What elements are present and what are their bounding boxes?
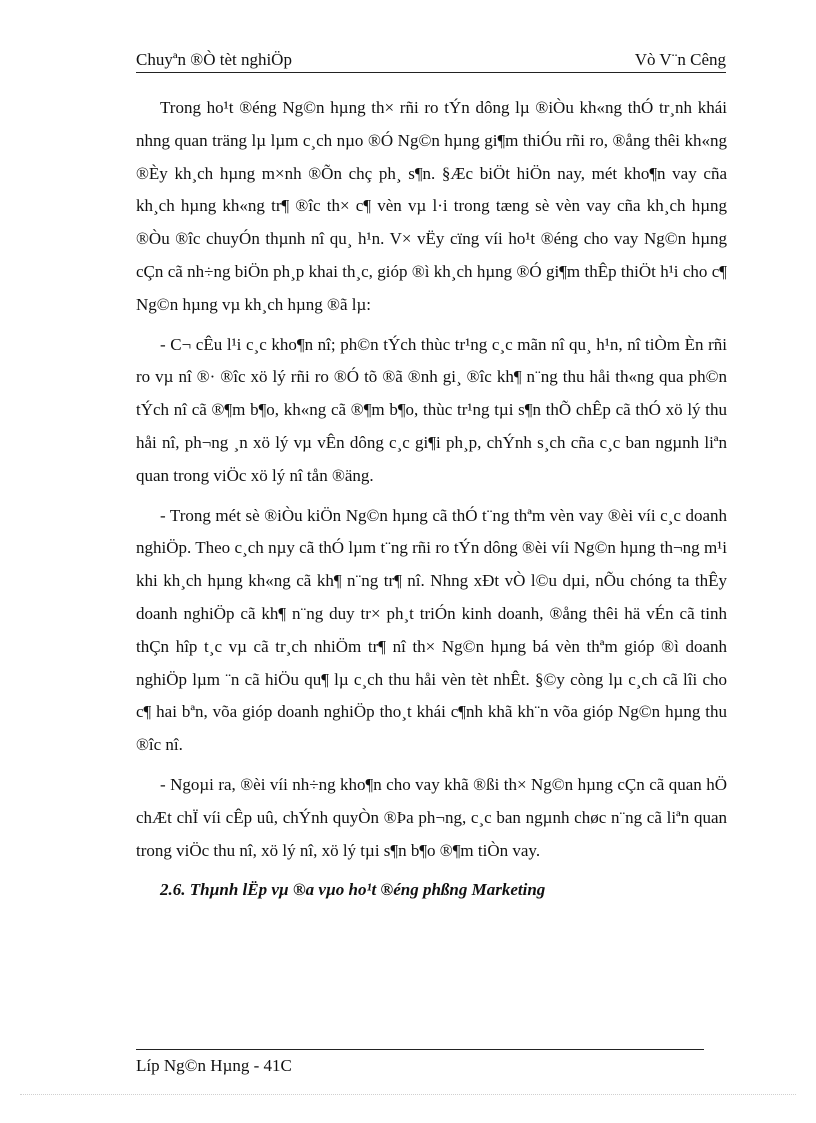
page-footer: Líp Ng©n Hµng - 41C [136, 1056, 292, 1075]
paragraph-3: - Trong mét sè ®iÒu kiÖn Ng©n hµng cã thÓ t¨ng thªm vèn vay ®èi víi c¸c doanh nghiÖp. Theo c¸ch nµy cã thÓ lµm t¨ng rñi ro tÝn dông ®èi víi Ng©n hµng th¬ng m¹i khi kh¸ch hµng kh«ng cã kh¶ n¨ng tr¶ nî. Nhng xÐt vÒ l©u dµi, nÕu chóng ta thÊy doanh nghiÖp cã kh¶ n¨ng duy tr× ph¸t triÓn kinh doanh, ®ång thêi hä vÉn cã tinh thÇn hîp t¸c vµ cã tr¸ch nhiÖm tr¶ nî th× Ng©n hµng bá vèn thªm gióp ®ì doanh nghiÖp lµm ¨n cã hiÖu qu¶ lµ c¸ch thu håi vèn tèt nhÊt. §©y còng lµ c¸ch cã lîi cho c¶ hai bªn, võa gióp doanh nghiÖp tho¸t khái c¶nh khã kh¨n võa gióp Ng©n hµng thu ®îc nî. [136, 505, 727, 755]
header-title: Chuyªn ®Ò tèt nghiÖp [136, 50, 292, 69]
header-author: Vò V¨n Cêng [634, 50, 726, 69]
paragraph-2: - C¬ cÊu l¹i c¸c kho¶n nî; ph©n tÝch thùc tr¹ng c¸c mãn nî qu¸ h¹n, nî tiÒm Èn rñi ro vµ nî ®· ®îc xö lý rñi ro ®Ó tõ ®ã ®nh gi¸ ®îc kh¶ n¨ng thu håi th«ng qua ph©n tÝch nî cã ®¶m b¶o, kh«ng cã ®¶m b¶o, thùc tr¹ng tµi s¶n thÕ chÊp cã thÓ xö lý thu håi nî, ph¬ng ¸n xö lý vµ vÊn dông c¸c gi¶i ph¸p, chÝnh s¸ch cña c¸c ban ngµnh liªn quan trong viÖc xö lý nî tån ®äng. [136, 334, 727, 485]
section-heading: 2.6. Thµnh lËp vµ ®a vµo ho¹t ®éng phßng Marketing [160, 880, 546, 900]
footer-divider [136, 1049, 704, 1050]
page-boundary [20, 1094, 796, 1095]
paragraph-1: Trong ho¹t ®éng Ng©n hµng th× rñi ro tÝn dông lµ ®iÒu kh«ng thÓ tr¸nh khái nhng quan träng lµ lµm c¸ch nµo ®Ó Ng©n hµng gi¶m thiÓu rñi ro, ®ång thêi kh«ng ®Èy kh¸ch hµng m×nh ®Õn chç ph¸ s¶n. §Æc biÖt hiÖn nay, mét kho¶n vay cña kh¸ch hµng kh«ng tr¶ ®îc th× c¶ vèn vµ l·i trong tæng sè vèn vay cña kh¸ch hµng ®Òu ®îc chuyÓn thµnh nî qu¸ h¹n. V× vËy cïng víi ho¹t ®éng cho vay Ng©n hµng cÇn cã nh÷ng biÖn ph¸p khai th¸c, gióp ®ì kh¸ch hµng ®Ó gi¶m thÊp thiÖt h¹i cho c¶ Ng©n hµng vµ kh¸ch hµng ®ã lµ: [136, 98, 727, 314]
paragraph-4: - Ngoµi ra, ®èi víi nh÷ng kho¶n cho vay khã ®ßi th× Ng©n hµng cÇn cã quan hÖ chÆt chÏ víi cÊp uû, chÝnh quyÒn ®Þa ph¬ng, c¸c ban ngµnh chøc n¨ng cã liªn quan trong viÖc thu nî, xö lý nî, xö lý tµi s¶n b¶o ®¶m tiÒn vay. [136, 774, 727, 860]
body-text [136, 92, 727, 914]
page-header [136, 48, 726, 73]
